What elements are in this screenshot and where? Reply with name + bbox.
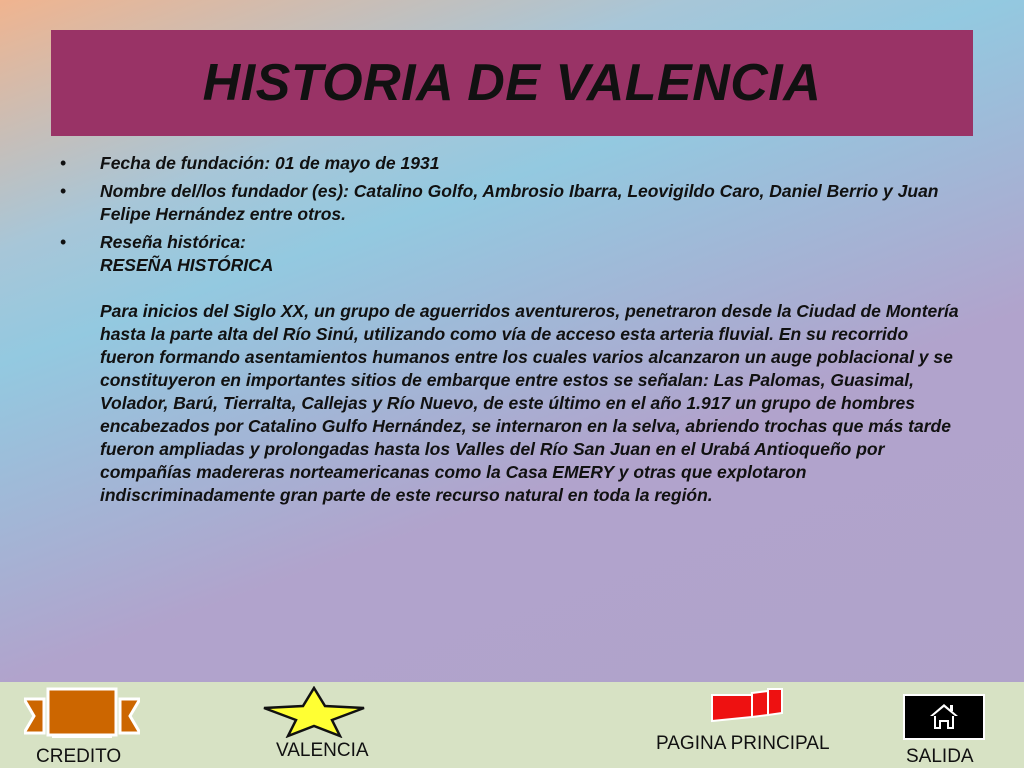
pagina-principal-label[interactable]: PAGINA PRINCIPAL [656, 733, 830, 754]
salida-label[interactable]: SALIDA [906, 746, 974, 767]
resena-heading: RESEÑA HISTÓRICA [100, 255, 274, 275]
slide-title-bar [51, 30, 973, 136]
bullet-fecha [60, 152, 960, 175]
slide-content [60, 152, 960, 512]
valencia-label[interactable]: VALENCIA [276, 740, 369, 761]
banner-icon[interactable] [24, 687, 140, 743]
slide-title: HISTORIA DE VALENCIA [202, 54, 822, 112]
star-icon[interactable] [262, 686, 366, 738]
resena-label: Reseña histórica: [100, 232, 246, 252]
fundadores-text: Nombre del/los fundador (es): Catalino Golfo, Ambrosio Ibarra, Leovigildo Caro, Daniel Berrio y Juan Felipe Hernández entre otros. [100, 181, 939, 224]
home-icon[interactable] [903, 694, 985, 740]
blank-line [100, 277, 960, 300]
footer-nav-bar [0, 682, 1024, 768]
credito-label[interactable]: CREDITO [36, 746, 122, 767]
flag-icon[interactable] [710, 687, 784, 725]
fecha-text: Fecha de fundación: 01 de mayo de 1931 [100, 153, 440, 173]
bullet-fundadores [60, 180, 960, 226]
bullet-resena [60, 231, 960, 507]
bullet-marker: • [60, 153, 67, 173]
bullet-marker: • [60, 232, 67, 252]
resena-body: Para inicios del Siglo XX, un grupo de aguerridos aventureros, penetraron desde la Ciudad de Montería hasta la parte alta del Río Sinú, utilizando como vía de acceso esta arteria fluvial. En su recorrido fueron formando asentamientos humanos entre los cuales varios alcanzaron un auge poblacional y se constituyeron en importantes sitios de embarque entre estos se señalan: Las Palomas, Guasimal, Volador, Barú, Tierralta, Callejas y Río Nuevo, de este último en el año 1.917 un grupo de hombres encabezados por Catalino Gulfo Hernández, se internaron en la selva, abriendo trochas que más tarde fueron ampliadas y prolongadas hasta los Valles del Río San Juan en el Urabá Antioqueño por compañías madereras norteamericanas como la Casa EMERY y otras que explotaron indiscriminadamente gran parte de este recurso natural en toda la región. [100, 301, 959, 505]
bullet-marker: • [60, 181, 67, 201]
bullet-list [60, 152, 960, 507]
